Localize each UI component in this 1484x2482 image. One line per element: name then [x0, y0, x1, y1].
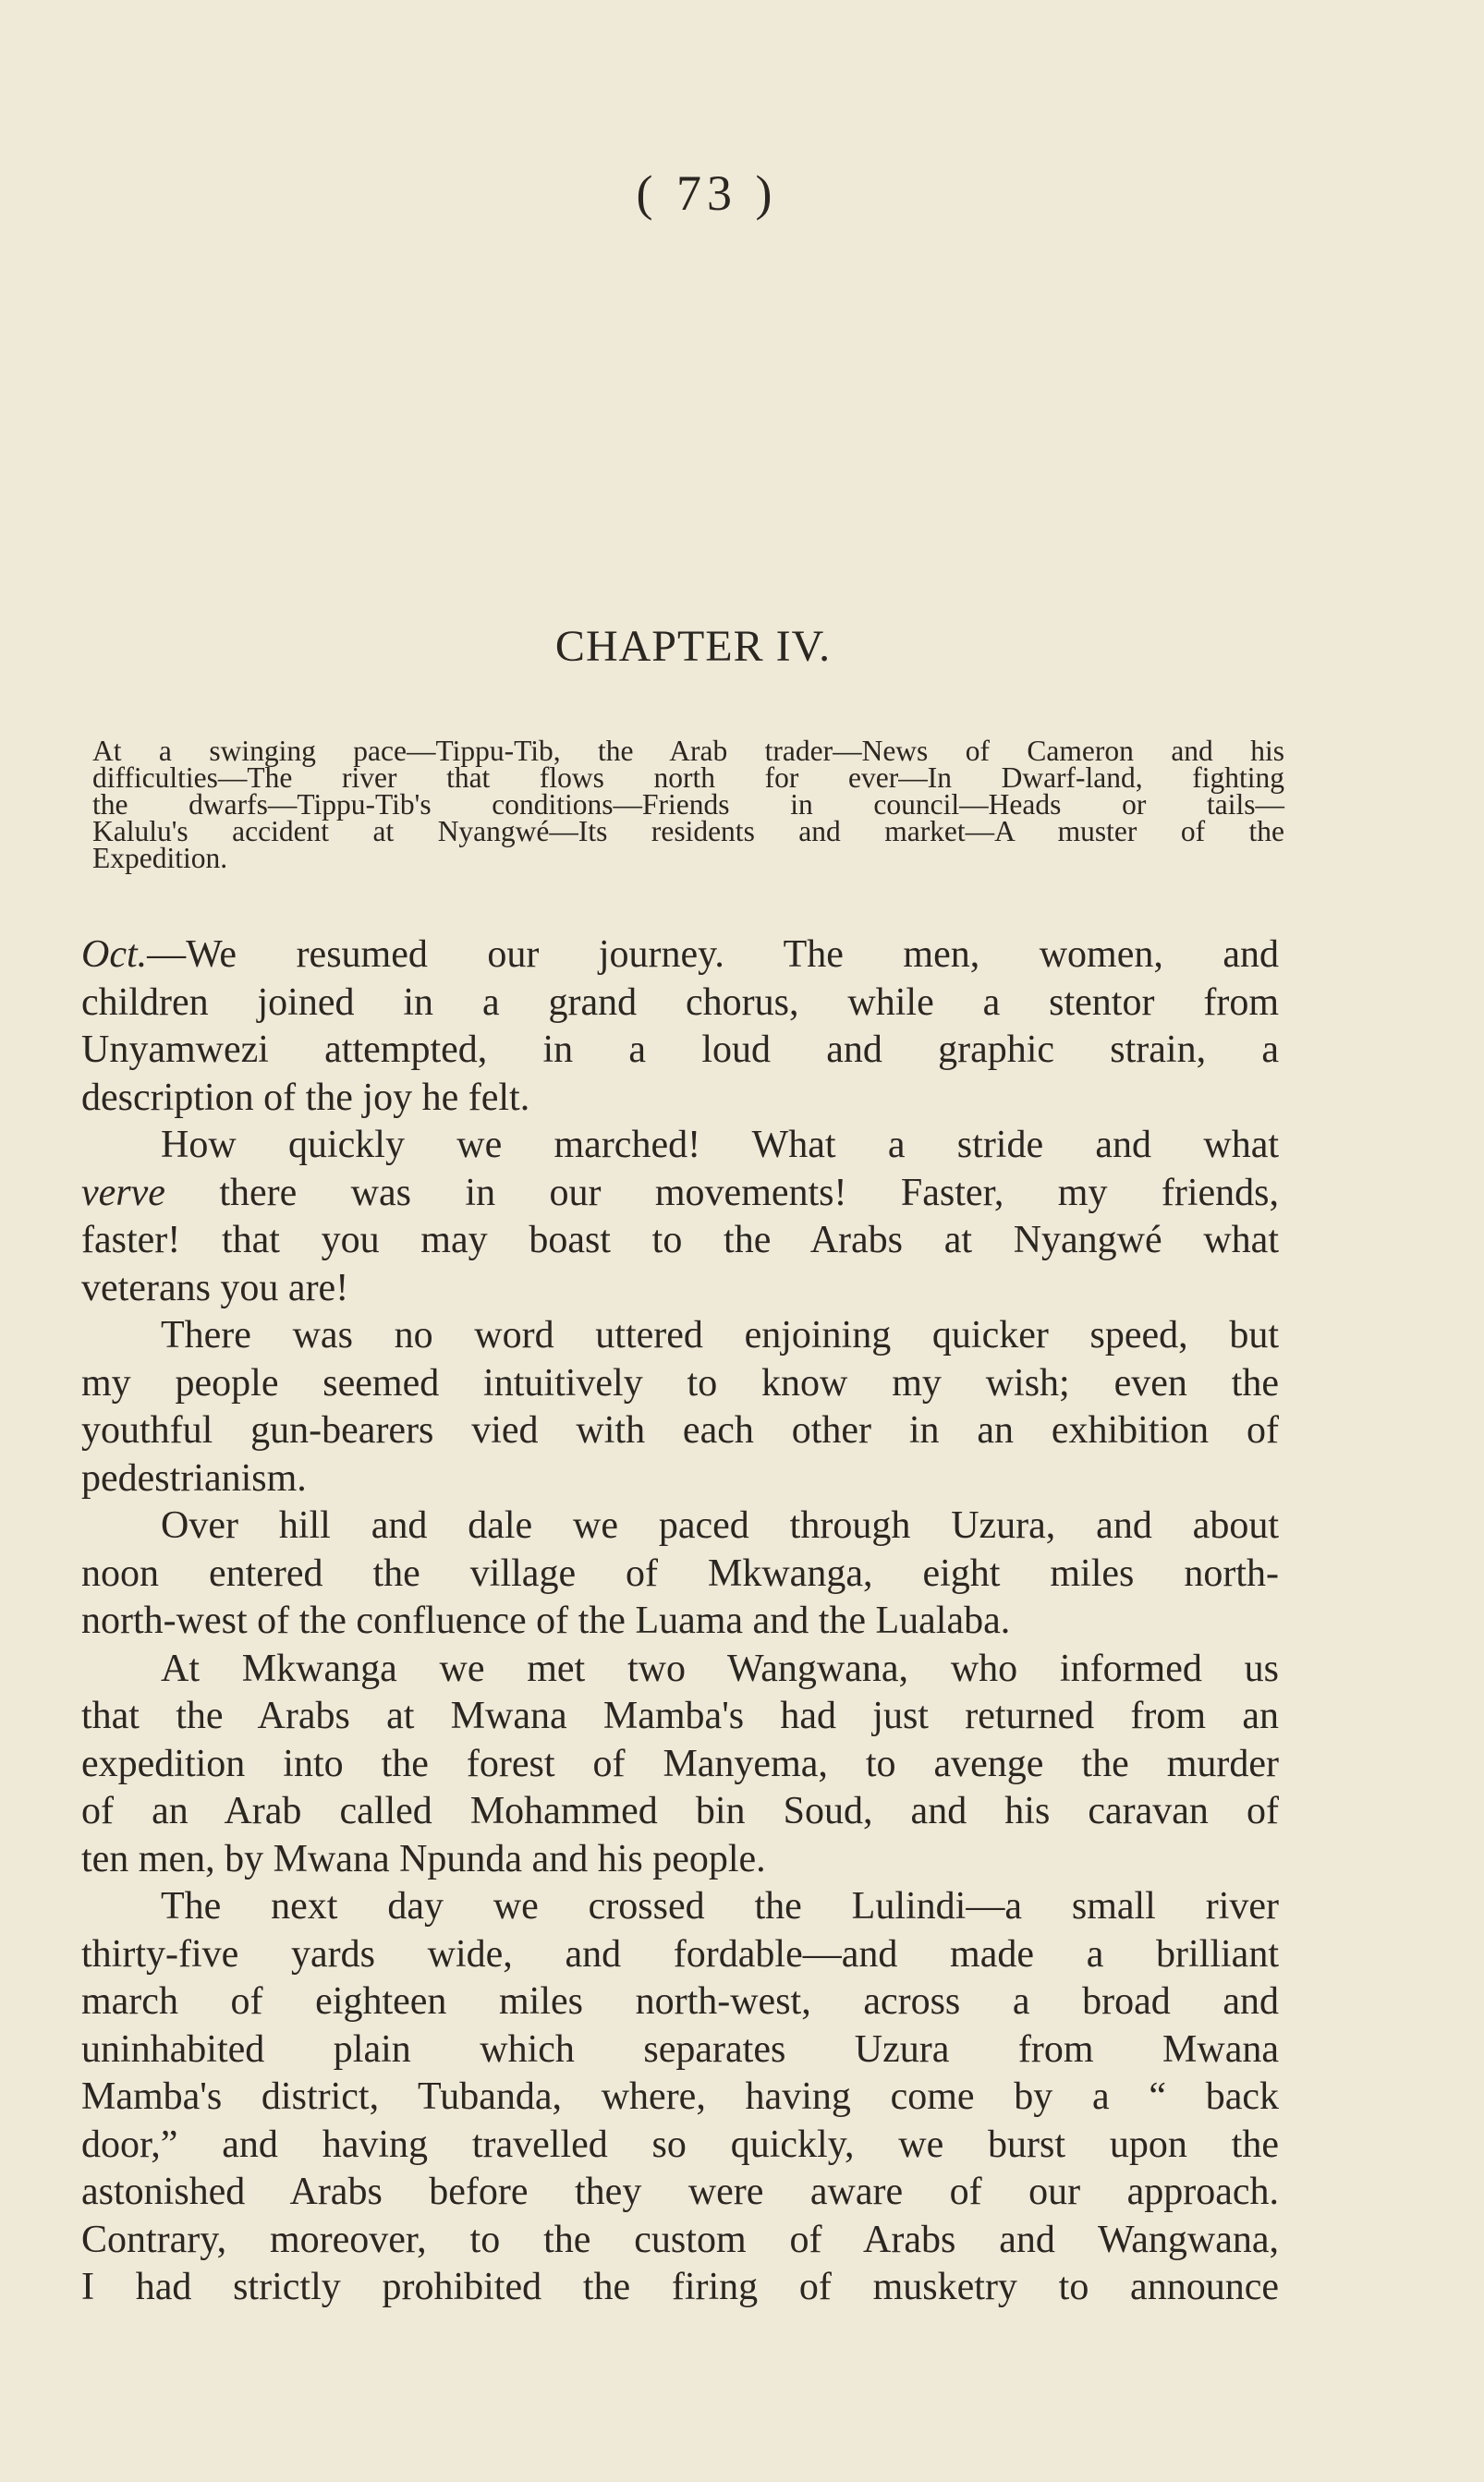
text-fragment: there was in our movements! Faster, my friends,: [164, 1171, 1279, 1214]
text-line: description of the joy he felt.: [81, 1076, 530, 1119]
text-line: north-west of the confluence of the Luama and the Lualaba.: [81, 1600, 1011, 1642]
italic-word: verve: [81, 1171, 165, 1214]
text-line: youthful gun-bearers vied with each other in an exhibition of: [81, 1409, 1279, 1452]
text-line: How quickly we marched! What a stride and what: [161, 1124, 1279, 1166]
text-line: children joined in a grand chorus, while a stentor from: [81, 980, 1279, 1024]
text-line: The next day we crossed the Lulindi—a small river: [161, 1885, 1279, 1928]
text-line: [81, 931, 1279, 979]
chapter-title: CHAPTER IV.: [554, 622, 832, 671]
body-text: [81, 931, 1279, 2312]
text-line: astonished Arabs before they were aware of our approach.: [81, 2171, 1279, 2213]
text-line: my people seemed intuitively to know my wish; even the: [81, 1361, 1279, 1405]
summary-line: At a swinging pace—Tippu-Tib, the Arab trader—News of Cameron and his: [92, 735, 1284, 767]
summary-line: the dwarfs—Tippu-Tib's conditions—Friends in council—Heads or tails—: [92, 788, 1284, 821]
text-line: [81, 1170, 1279, 1218]
text-line: noon entered the village of Mkwanga, eight miles north-: [81, 1551, 1279, 1595]
text-line: march of eighteen miles north-west, across a broad and: [81, 1980, 1279, 2023]
text-line: Over hill and dale we paced through Uzura, and about: [161, 1504, 1279, 1547]
text-line: of an Arab called Mohammed bin Soud, and his caravan of: [81, 1790, 1279, 1832]
text-line: There was no word uttered enjoining quicker speed, but: [161, 1314, 1279, 1357]
text-line: thirty-five yards wide, and fordable—and made a brilliant: [81, 1932, 1279, 1976]
text-line: pedestrianism.: [81, 1456, 307, 1500]
chapter-summary: [92, 735, 1284, 874]
text-line: uninhabited plain which separates Uzura from Mwana: [81, 2027, 1279, 2071]
text-line: expedition into the forest of Manyema, to avenge the murder: [81, 1742, 1279, 1785]
summary-line: Expedition.: [92, 842, 228, 874]
date-marker: Oct.: [81, 933, 148, 976]
text-line: Contrary, moreover, to the custom of Arabs and Wangwana,: [81, 2218, 1279, 2261]
text-line: door,” and having travelled so quickly, we burst upon the: [81, 2123, 1279, 2166]
text-line: veterans you are!: [81, 1266, 349, 1309]
text-line: faster! that you may boast to the Arabs at Nyangwé what: [81, 1219, 1279, 1261]
text-line: ten men, by Mwana Npunda and his people.: [81, 1837, 766, 1880]
text-line: Unyamwezi attempted, in a loud and graphic strain, a: [81, 1028, 1279, 1071]
text-line: At Mkwanga we met two Wangwana, who informed us: [161, 1647, 1279, 1690]
summary-line: difficulties—The river that flows north for ever—In Dwarf-land, fighting: [92, 761, 1284, 794]
summary-line: Kalulu's accident at Nyangwé—Its residents and market—A muster of the: [92, 815, 1284, 847]
text-line: Mamba's district, Tubanda, where, having come by a “ back: [81, 2075, 1279, 2118]
page-number: ( 73 ): [636, 165, 778, 221]
text-line: I had strictly prohibited the firing of musketry to announce: [81, 2266, 1279, 2308]
text-line: that the Arabs at Mwana Mamba's had just returned from an: [81, 1695, 1279, 1737]
text-fragment: —We resumed our journey. The men, women, and: [147, 933, 1279, 976]
